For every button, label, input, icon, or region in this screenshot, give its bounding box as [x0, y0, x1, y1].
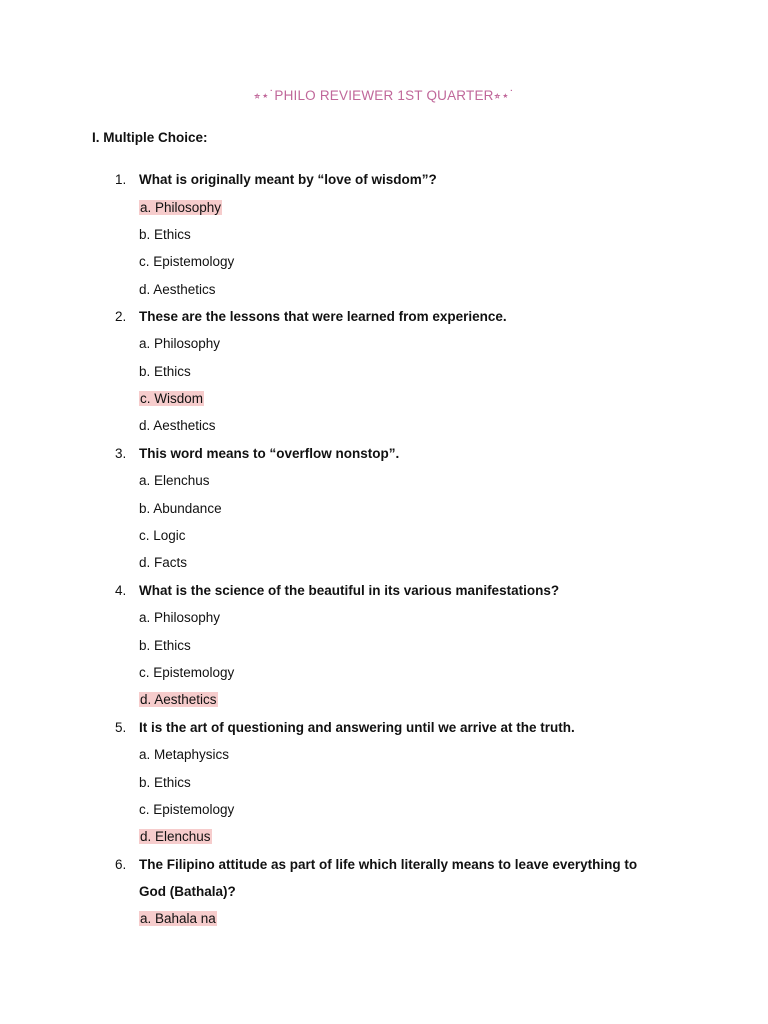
choice-item: d. Aesthetics: [139, 418, 216, 433]
answer-highlight: c. Wisdom: [140, 391, 204, 406]
choice-item: b. Abundance: [139, 501, 222, 516]
question-text: These are the lessons that were learned from experience.: [139, 309, 507, 324]
question-text: It is the art of questioning and answering until we arrive at the truth.: [139, 720, 575, 735]
answer-highlight: d. Elenchus: [140, 829, 211, 844]
choice-item: c. Epistemology: [139, 254, 235, 269]
choice-item: [139, 390, 204, 408]
question-number: 2.: [115, 309, 127, 324]
question-number: 5.: [115, 720, 127, 735]
choice-item: d. Facts: [139, 555, 188, 570]
choice-item: b. Ethics: [139, 227, 191, 242]
question-text-continued: God (Bathala)?: [139, 884, 236, 899]
answer-highlight: a. Philosophy: [140, 200, 222, 215]
choice-item: [139, 910, 217, 928]
answer-highlight: a. Bahala na: [140, 911, 216, 926]
choice-item: a. Philosophy: [139, 610, 221, 625]
choice-item: c. Logic: [139, 528, 186, 543]
choice-item: c. Epistemology: [139, 802, 235, 817]
choice-item: c. Epistemology: [139, 665, 235, 680]
section-heading: I. Multiple Choice:: [92, 130, 208, 145]
question-number: 6.: [115, 857, 127, 872]
choice-item: b. Ethics: [139, 364, 191, 379]
question-number: 4.: [115, 583, 127, 598]
choice-item: [139, 828, 212, 846]
question-number: 1.: [115, 172, 127, 187]
choice-item: b. Ethics: [139, 638, 191, 653]
choice-item: [139, 691, 218, 709]
choice-item: d. Aesthetics: [139, 282, 216, 297]
choice-item: b. Ethics: [139, 775, 191, 790]
document-title: ⭒⋆˙PHILO REVIEWER 1ST QUARTER⭒⋆˙: [253, 88, 515, 103]
choice-item: a. Metaphysics: [139, 747, 230, 762]
answer-highlight: d. Aesthetics: [140, 692, 217, 707]
question-text: The Filipino attitude as part of life which literally means to leave everything to: [139, 857, 638, 872]
choice-item: [139, 199, 222, 217]
question-text: This word means to “overflow nonstop”.: [139, 446, 400, 461]
question-text: What is originally meant by “love of wisdom”?: [139, 172, 437, 187]
question-number: 3.: [115, 446, 127, 461]
question-text: What is the science of the beautiful in its various manifestations?: [139, 583, 560, 598]
choice-item: a. Elenchus: [139, 473, 210, 488]
choice-item: a. Philosophy: [139, 336, 221, 351]
